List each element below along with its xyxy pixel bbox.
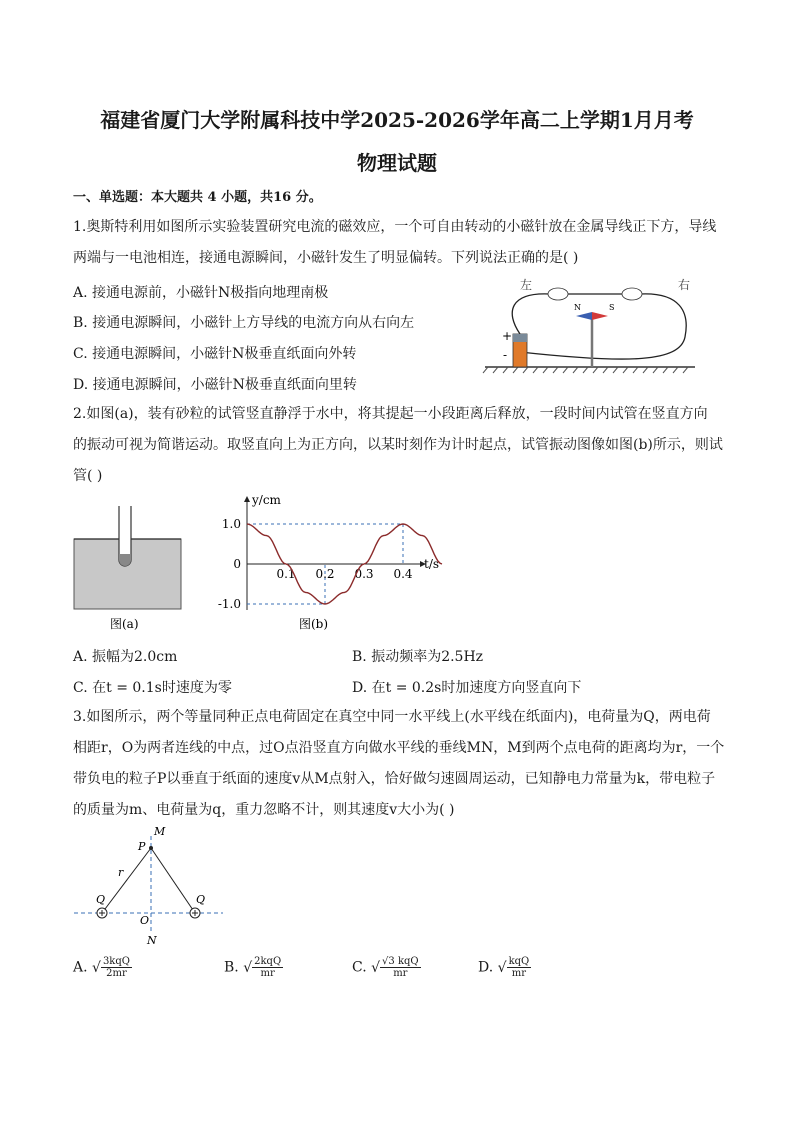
q2-stem-line3: 管( ) [73,468,103,484]
q3-stem-line3: 带负电的粒子P以垂直于纸面的速度v从M点射入，恰好做匀速圆周运动，已知静电力常量为k，带电粒子 [73,771,716,787]
q3-option-a: A. √ $\frac{\text{3kqQ}}{2mr}$ [73,956,130,979]
right-hand-icon [622,288,642,300]
fig-b-caption: 图(b) [299,617,329,631]
q3-stem-line2: 相距r，O为两者连线的中点，过O点沿竖直方向做水平线的垂线MN，M到两个点电荷的距离均为r，一个 [73,740,725,756]
q2-option-b: B. 振动频率为2.5Hz [352,649,484,665]
q3-option-d: D. √ $\frac{\text{kqQ}}{mr}$ [478,956,530,979]
sqrt-icon: √ $\frac{\text{2kqQ}}{mr}$ [243,956,282,979]
right-label: 右 [678,278,691,292]
q3-stem-line4: 的质量为m、电荷量为q，重力忽略不计，则其速度v大小为( ) [73,802,455,818]
sqrt-icon: √ $\frac{\text{kqQ}}{mr}$ [497,956,530,979]
paper-title-line2: 物理试题 [357,151,437,175]
left-label: 左 [520,278,533,292]
q1-option-a: A. 接通电源前，小磁针N极指向地理南极 [73,285,329,301]
q1-option-c: C. 接通电源瞬间，小磁针N极垂直纸面向外转 [73,346,357,362]
x-tick-label: 0.3 [354,567,374,581]
label-p: P [138,840,146,853]
paper-title-line1: 福建省厦门大学附属科技中学2025-2026学年高二上学期1月月考 [100,108,694,132]
label-r: r [118,866,124,879]
q2-figure-a [70,502,185,637]
x-axis-label: t/s [424,557,440,571]
sqrt-icon: √ $\frac{\text{3kqQ}}{2mr}$ [92,956,130,979]
battery-plus-label: + [502,329,513,343]
y-tick-label: 0 [233,557,241,571]
label-n: N [147,934,157,947]
needle-s-label: S [609,303,615,312]
q1-option-b: B. 接通电源瞬间，小磁针上方导线的电流方向从右向左 [73,315,415,331]
section-heading: 一、单选题：本大题共 4 小题，共16 分。 [73,190,322,205]
needle-north-icon [576,312,592,320]
needle-n-label: N [574,303,581,312]
y-axis-label: y/cm [252,493,281,507]
q2-stem-line1: 2.如图(a)，装有砂粒的试管竖直静浮于水中，将其提起一小段距离后释放，一段时间内试管在竖直方向 [73,406,708,422]
q1-option-d: D. 接通电源瞬间，小磁针N极垂直纸面向里转 [73,377,357,393]
needle-south-icon [592,312,608,320]
q3-option-c: C. √ $\frac{\text{√3 kqQ}}{mr}$ [352,956,419,979]
label-q-left: Q [96,893,106,906]
y-tick-label: 1.0 [221,517,241,531]
sqrt-icon: √ $\frac{\text{√3 kqQ}}{mr}$ [371,956,419,979]
q1-oersted-figure [480,272,710,382]
y-axis-arrow-icon [244,496,250,502]
q2-option-d: D. 在t = 0.2s时加速度方向竖直向下 [352,680,582,696]
fig-a-caption: 图(a) [110,617,139,631]
x-tick-label: 0.2 [315,567,335,581]
q1-stem-line1: 1.奥斯特利用如图所示实验装置研究电流的磁效应，一个可自由转动的小磁针放在金属导线正下方，导线 [73,219,717,235]
left-hand-icon [548,288,568,300]
q1-stem-line2: 两端与一电池相连，接通电源瞬间，小磁针发生了明显偏转。下列说法正确的是( ) [73,250,579,266]
q2-option-a: A. 振幅为2.0cm [73,649,178,665]
x-tick-label: 0.1 [276,567,296,581]
particle-p-icon [149,846,153,850]
label-o: O [140,914,150,927]
q3-charges-figure [68,822,233,950]
q2-option-c: C. 在t = 0.1s时速度为零 [73,680,232,696]
q3-option-b: B. √ $\frac{\text{2kqQ}}{mr}$ [224,956,282,979]
label-m: M [154,825,166,838]
y-tick-label: -1.0 [217,597,241,611]
x-tick-label: 0.4 [393,567,413,581]
q3-stem-line1: 3.如图所示，两个等量同种正点电荷固定在真空中同一水平线上(水平线在纸面内)，电荷量为Q，两电荷 [73,709,711,725]
q2-vibration-chart [215,492,445,637]
label-q-right: Q [196,893,206,906]
battery-minus-label: - [503,348,508,362]
q2-stem-line2: 的振动可视为简谐运动。取竖直向上为正方向，以某时刻作为计时起点，试管振动图像如图(b)所示，则试 [73,437,723,453]
